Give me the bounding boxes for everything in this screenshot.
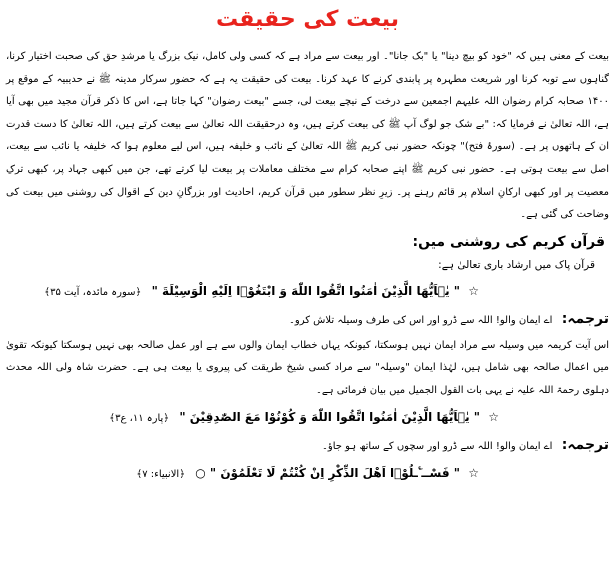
explanation-paragraph: اس آیت کریمہ میں وسیلہ سے مراد ایمان نہیں ہوسکتا، کیونکہ یہاں خطاب ایمان والوں سے ہے اور عمل صالحہ بھی نہیں ہوسکتا کیونکہ تقویٰ میں اعمال صالحہ بھی شامل ہیں، لہٰذا ایمان "وسیلہ" سے مراد کسی شیخ طریقت کی پیروی یا بیعت ہی ہے۔ حضرت شاہ ولی اللہ محدث دہلوی رحمۃ اللہ علیہ نے یہی بات القول الجمیل میں بیان فرمائی ہے۔ <box>6 339 609 396</box>
verse-1-text: " یٰۤاَیُّهَا الَّذِیْنَ اٰمَنُوا اتَّقُوا اللّٰهَ وَ ابْتَغُوْۤا اِلَیْهِ الْوَسِیْلَةَ " <box>151 283 461 298</box>
page-title: بیعت کی حقیقت <box>215 7 400 32</box>
verse-2-text: " یٰۤاَیُّهَا الَّذِیْنَ اٰمَنُوا اتَّقُوا اللّٰهَ وَ كُوْنُوْا مَعَ الصّٰدِقِیْنَ " <box>179 409 481 424</box>
star-icon: ☆ <box>488 409 499 424</box>
translation-1-text: اے ایمان والو! اللہ سے ڈرو اور اس کی طرف وسیلہ تلاش کرو۔ <box>289 314 553 326</box>
star-icon: ☆ <box>468 283 479 298</box>
verse-3-text: " فَسْــٴَـلُوْۤا اَهْلَ الذِّكْرِ اِنْ كُنْتُمْ لَا تَعْلَمُوْنَ " ○ <box>195 465 461 480</box>
verse-2-reference: ﴿پارہ ۱۱، ع۳﴾ <box>109 412 170 424</box>
verse-1-reference: ﴿سورہ مائدہ، آیت ۳۵﴾ <box>44 286 142 298</box>
verse-1 <box>6 279 609 305</box>
verse-3 <box>6 461 609 487</box>
translation-2 <box>6 433 609 459</box>
verse-3-reference: ﴿الانبیاء: ۷﴾ <box>136 468 186 480</box>
translation-2-label: ترجمہ: <box>561 436 609 453</box>
star-icon: ☆ <box>468 465 479 480</box>
translation-2-text: اے ایمان والو! اللہ سے ڈرو اور سچوں کے ساتھ ہو جاؤ۔ <box>322 440 553 452</box>
translation-1-label: ترجمہ: <box>561 310 609 327</box>
verse-2 <box>6 405 609 431</box>
section-heading: قرآن کریم کی روشنی میں: <box>412 233 605 250</box>
intro-paragraph: بیعت کے معنی ہیں کہ "خود کو بیچ دینا" یا "بک جانا"۔ اور بیعت سے مراد ہے کہ کسی ولی کامل، نیک بزرگ یا مرشدِ حق کی صحبت اختیار کرنا، گناہوں سے توبہ کرنا اور شریعت مطہرہ پر پابندی کرنے کا عہد کرنا۔ بیعت کی حقیقت یہ ہے کہ حضور سرکار مدینہ ﷺ نے حدیبیہ کے موقع پر ۱۴۰۰ صحابہ کرام رضوان اللہ علیہم اجمعین سے درخت کے نیچے بیعت لی، جسے "بیعت رضوان" کہا جاتا ہے، اس کا ذکر قرآن مجید میں بھی آیا ہے، اللہ تعالیٰ نے فرمایا کہ: "بے شک جو لوگ آپ ﷺ کی بیعت کرتے ہیں، وہ درحقیقت اللہ تعالیٰ سے بیعت کرتے ہیں، اللہ تعالیٰ کا دست قدرت ان کے ہاتھوں پر ہے۔ (سورۂ فتح)" چونکہ حضور نبی کریم ﷺ اللہ تعالیٰ کے نائب و خلیفہ ہیں، اس لیے معلوم ہوا کہ خلیفہ یا نائب سے بیعت، اصل سے بیعت ہوتی ہے۔ حضور نبی کریم ﷺ اپنے صحابہ کرام سے مختلف معاملات پر بیعت لیا کرتے تھے، جن میں کبھی جہاد پر، کبھی ترکِ معصیت پر اور کبھی ارکانِ اسلام پر قائم رہنے پر۔ زیرِ نظر سطور میں قرآن کریم، احادیث اور بزرگانِ دین کے اقوال کی روشنی میں بیعت کی وضاحت کی گئی ہے۔ <box>6 51 609 221</box>
verse-intro: قرآن پاک میں ارشاد باری تعالیٰ ہے: <box>438 258 595 271</box>
document-page <box>0 6 615 570</box>
translation-1 <box>6 307 609 333</box>
